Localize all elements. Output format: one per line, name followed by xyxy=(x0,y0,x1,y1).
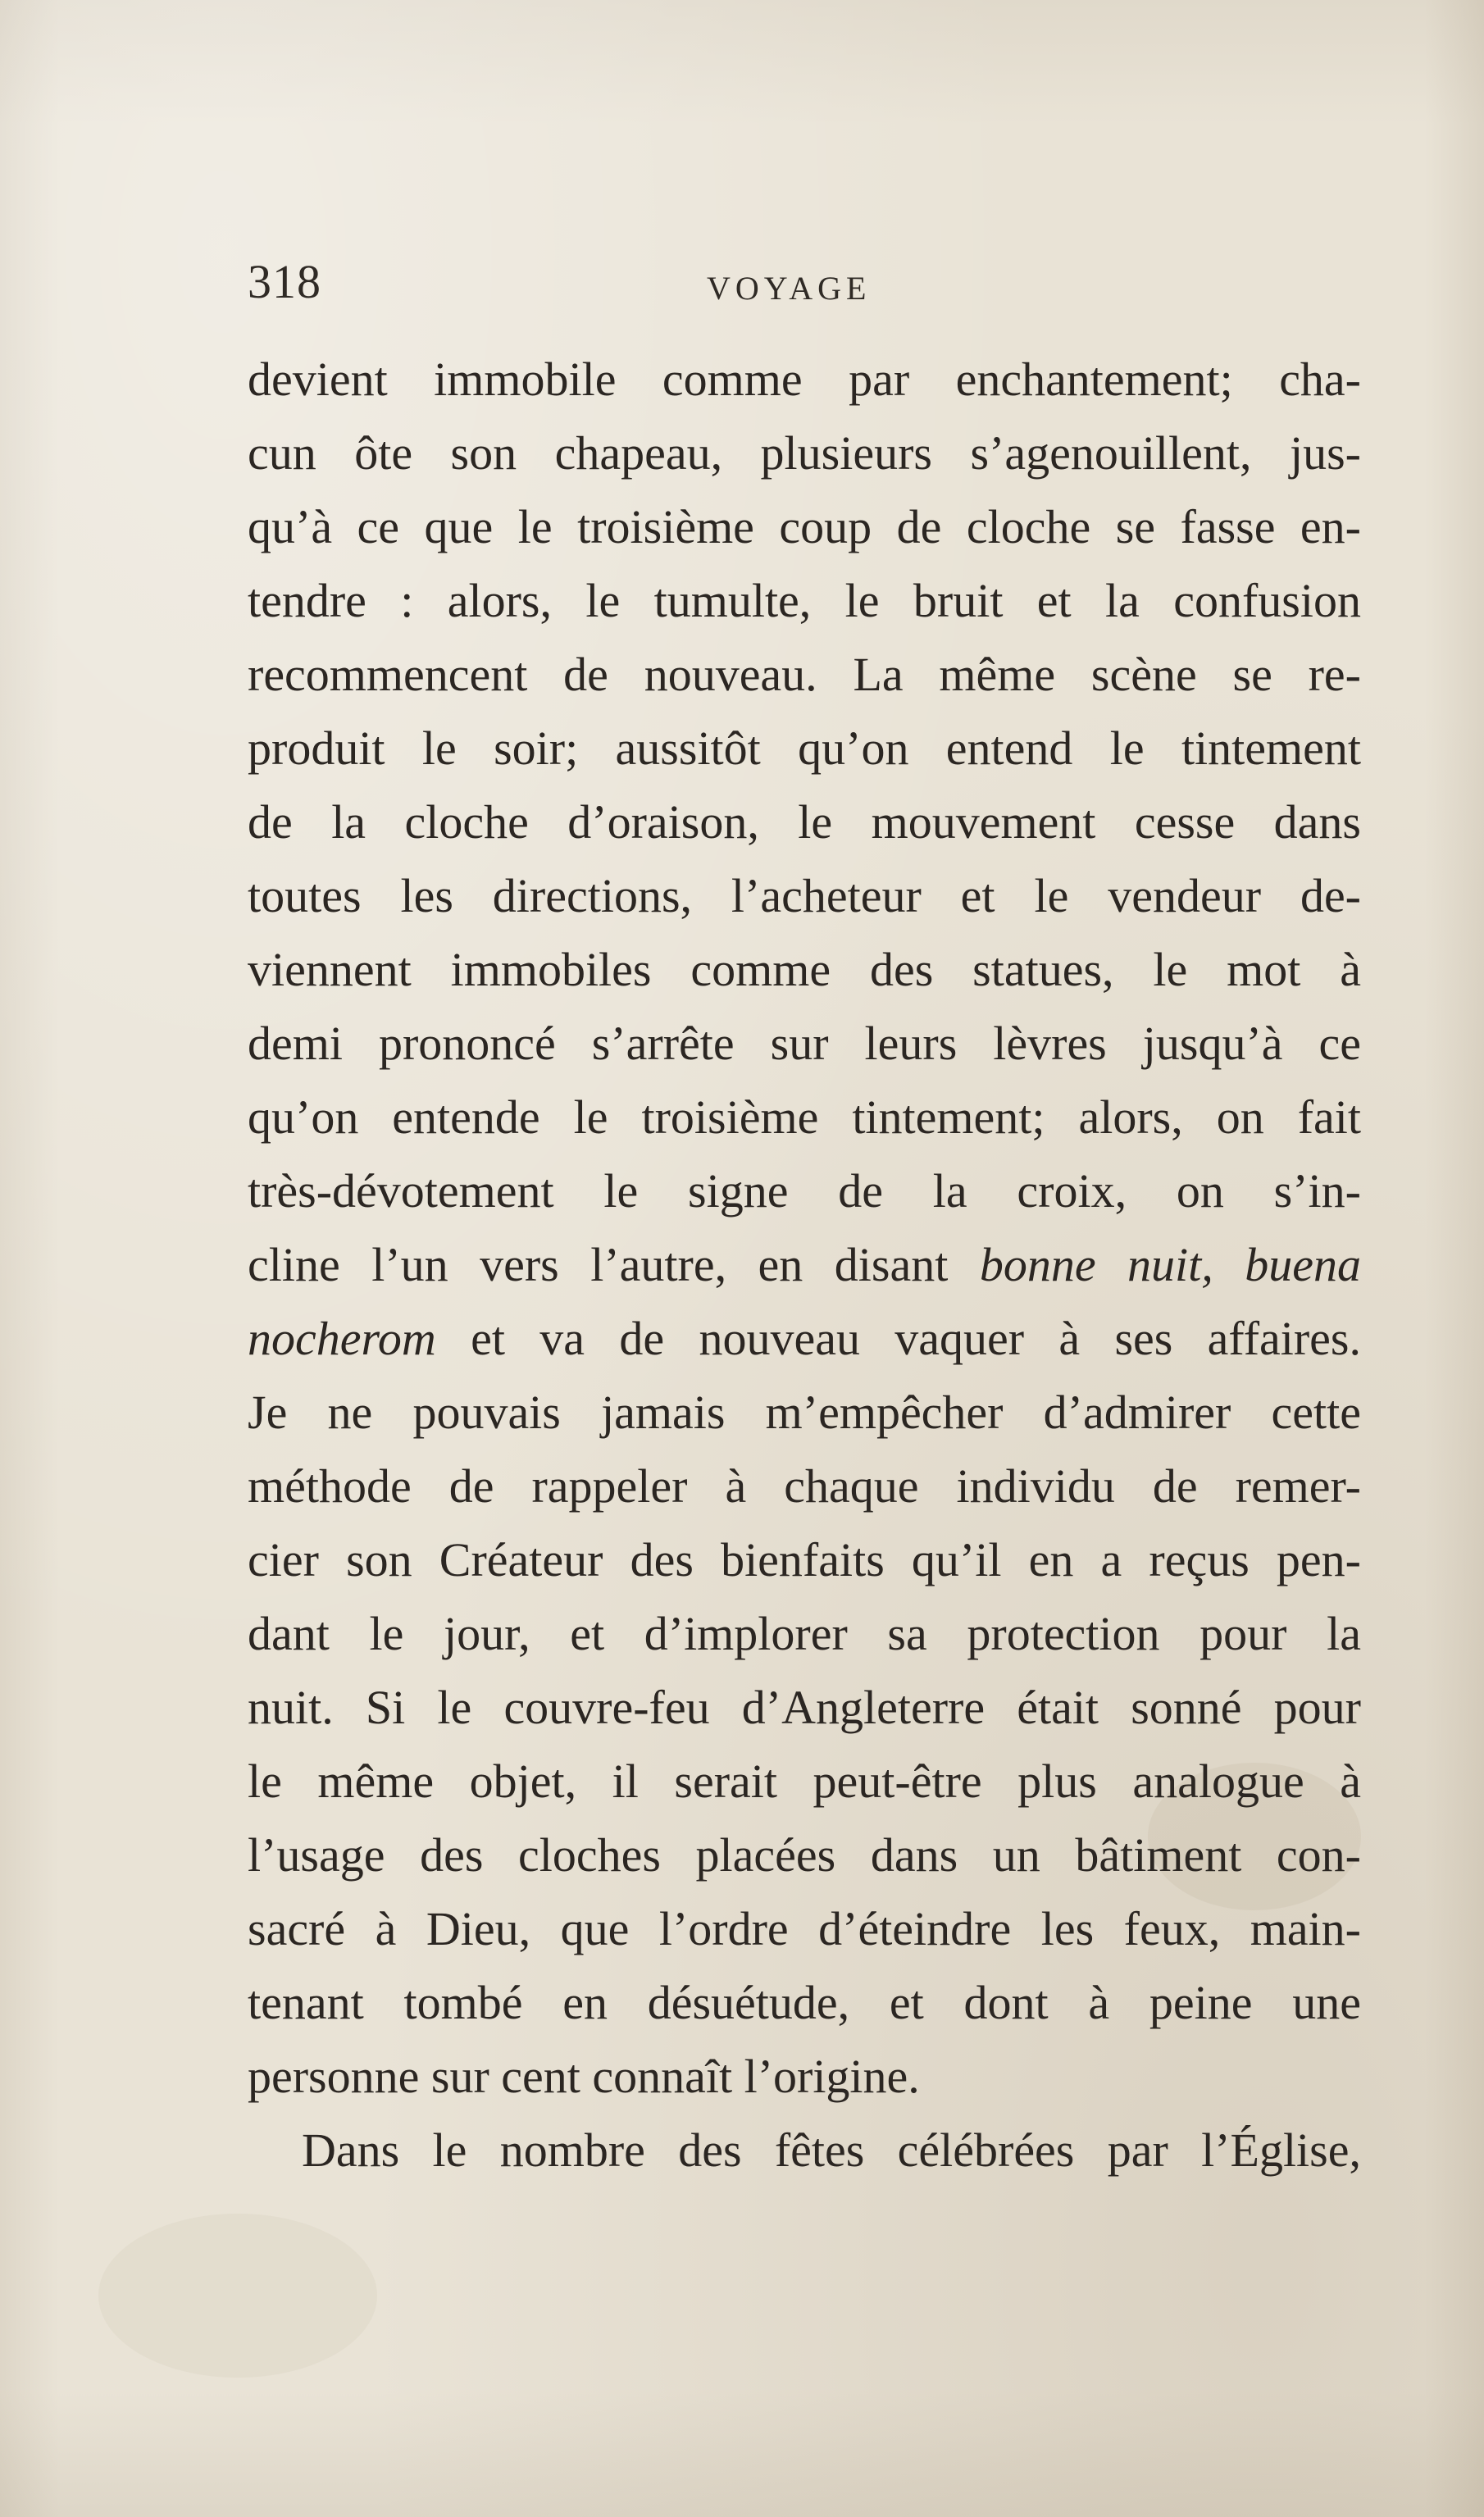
text-line: devient immobile comme par enchantement; cha- xyxy=(248,353,1361,406)
text-line: produit le soir; aussitôt qu’on entend le tintement xyxy=(248,721,1361,775)
text-line xyxy=(248,1228,1361,1302)
paragraph-end-line: personne sur cent connaît l’origine. xyxy=(248,2050,920,2103)
text-line: tenant tombé en désuétude, et dont à peine une xyxy=(248,1976,1361,2029)
text-line: viennent immobiles comme des statues, le mot à xyxy=(248,943,1361,996)
text-line: demi prononcé s’arrête sur leurs lèvres jusqu’à ce xyxy=(248,1017,1361,1070)
text-line: tendre : alors, le tumulte, le bruit et la confusion xyxy=(248,574,1361,627)
text-line: toutes les directions, l’acheteur et le vendeur de- xyxy=(248,869,1361,922)
paper-stain xyxy=(98,2214,377,2378)
text-line xyxy=(248,1302,1361,1376)
text-line: très-dévotement le signe de la croix, on s’in- xyxy=(248,1164,1361,1218)
running-title: VOYAGE xyxy=(707,270,872,307)
body-text xyxy=(248,343,1361,2187)
page-number: 318 xyxy=(248,255,321,308)
italic-text-run: nocherom xyxy=(248,1312,436,1365)
page-header xyxy=(248,246,1363,312)
text-run: cline l’un vers l’autre, en disant xyxy=(248,1238,980,1291)
text-line: sacré à Dieu, que l’ordre d’éteindre les feux, main- xyxy=(248,1902,1361,1955)
text-line: qu’à ce que le troisième coup de cloche se fasse en- xyxy=(248,500,1361,553)
text-line: le même objet, il serait peut-être plus analogue à xyxy=(248,1755,1361,1808)
text-line: méthode de rappeler à chaque individu de remer- xyxy=(248,1459,1361,1513)
text-line: l’usage des cloches placées dans un bâtiment con- xyxy=(248,1828,1361,1882)
text-run: et va de nouveau vaquer à ses affaires. xyxy=(435,1312,1361,1365)
text-line: cier son Créateur des bienfaits qu’il en a reçus pen- xyxy=(248,1533,1361,1586)
text-line: dant le jour, et d’implorer sa protection pour la xyxy=(248,1607,1361,1660)
paragraph-start-line: Dans le nombre des fêtes célébrées par l’Église, xyxy=(302,2123,1361,2177)
text-line: recommencent de nouveau. La même scène se re- xyxy=(248,648,1361,701)
text-line: qu’on entende le troisième tintement; alors, on fait xyxy=(248,1090,1361,1144)
text-line: nuit. Si le couvre-feu d’Angleterre était sonné pour xyxy=(248,1681,1361,1734)
text-line: Je ne pouvais jamais m’empêcher d’admirer cette xyxy=(248,1386,1361,1439)
italic-text-run: bonne nuit, buena xyxy=(979,1238,1361,1291)
text-line: de la cloche d’oraison, le mouvement cesse dans xyxy=(248,795,1361,849)
text-line: cun ôte son chapeau, plusieurs s’agenouillent, jus- xyxy=(248,426,1361,480)
